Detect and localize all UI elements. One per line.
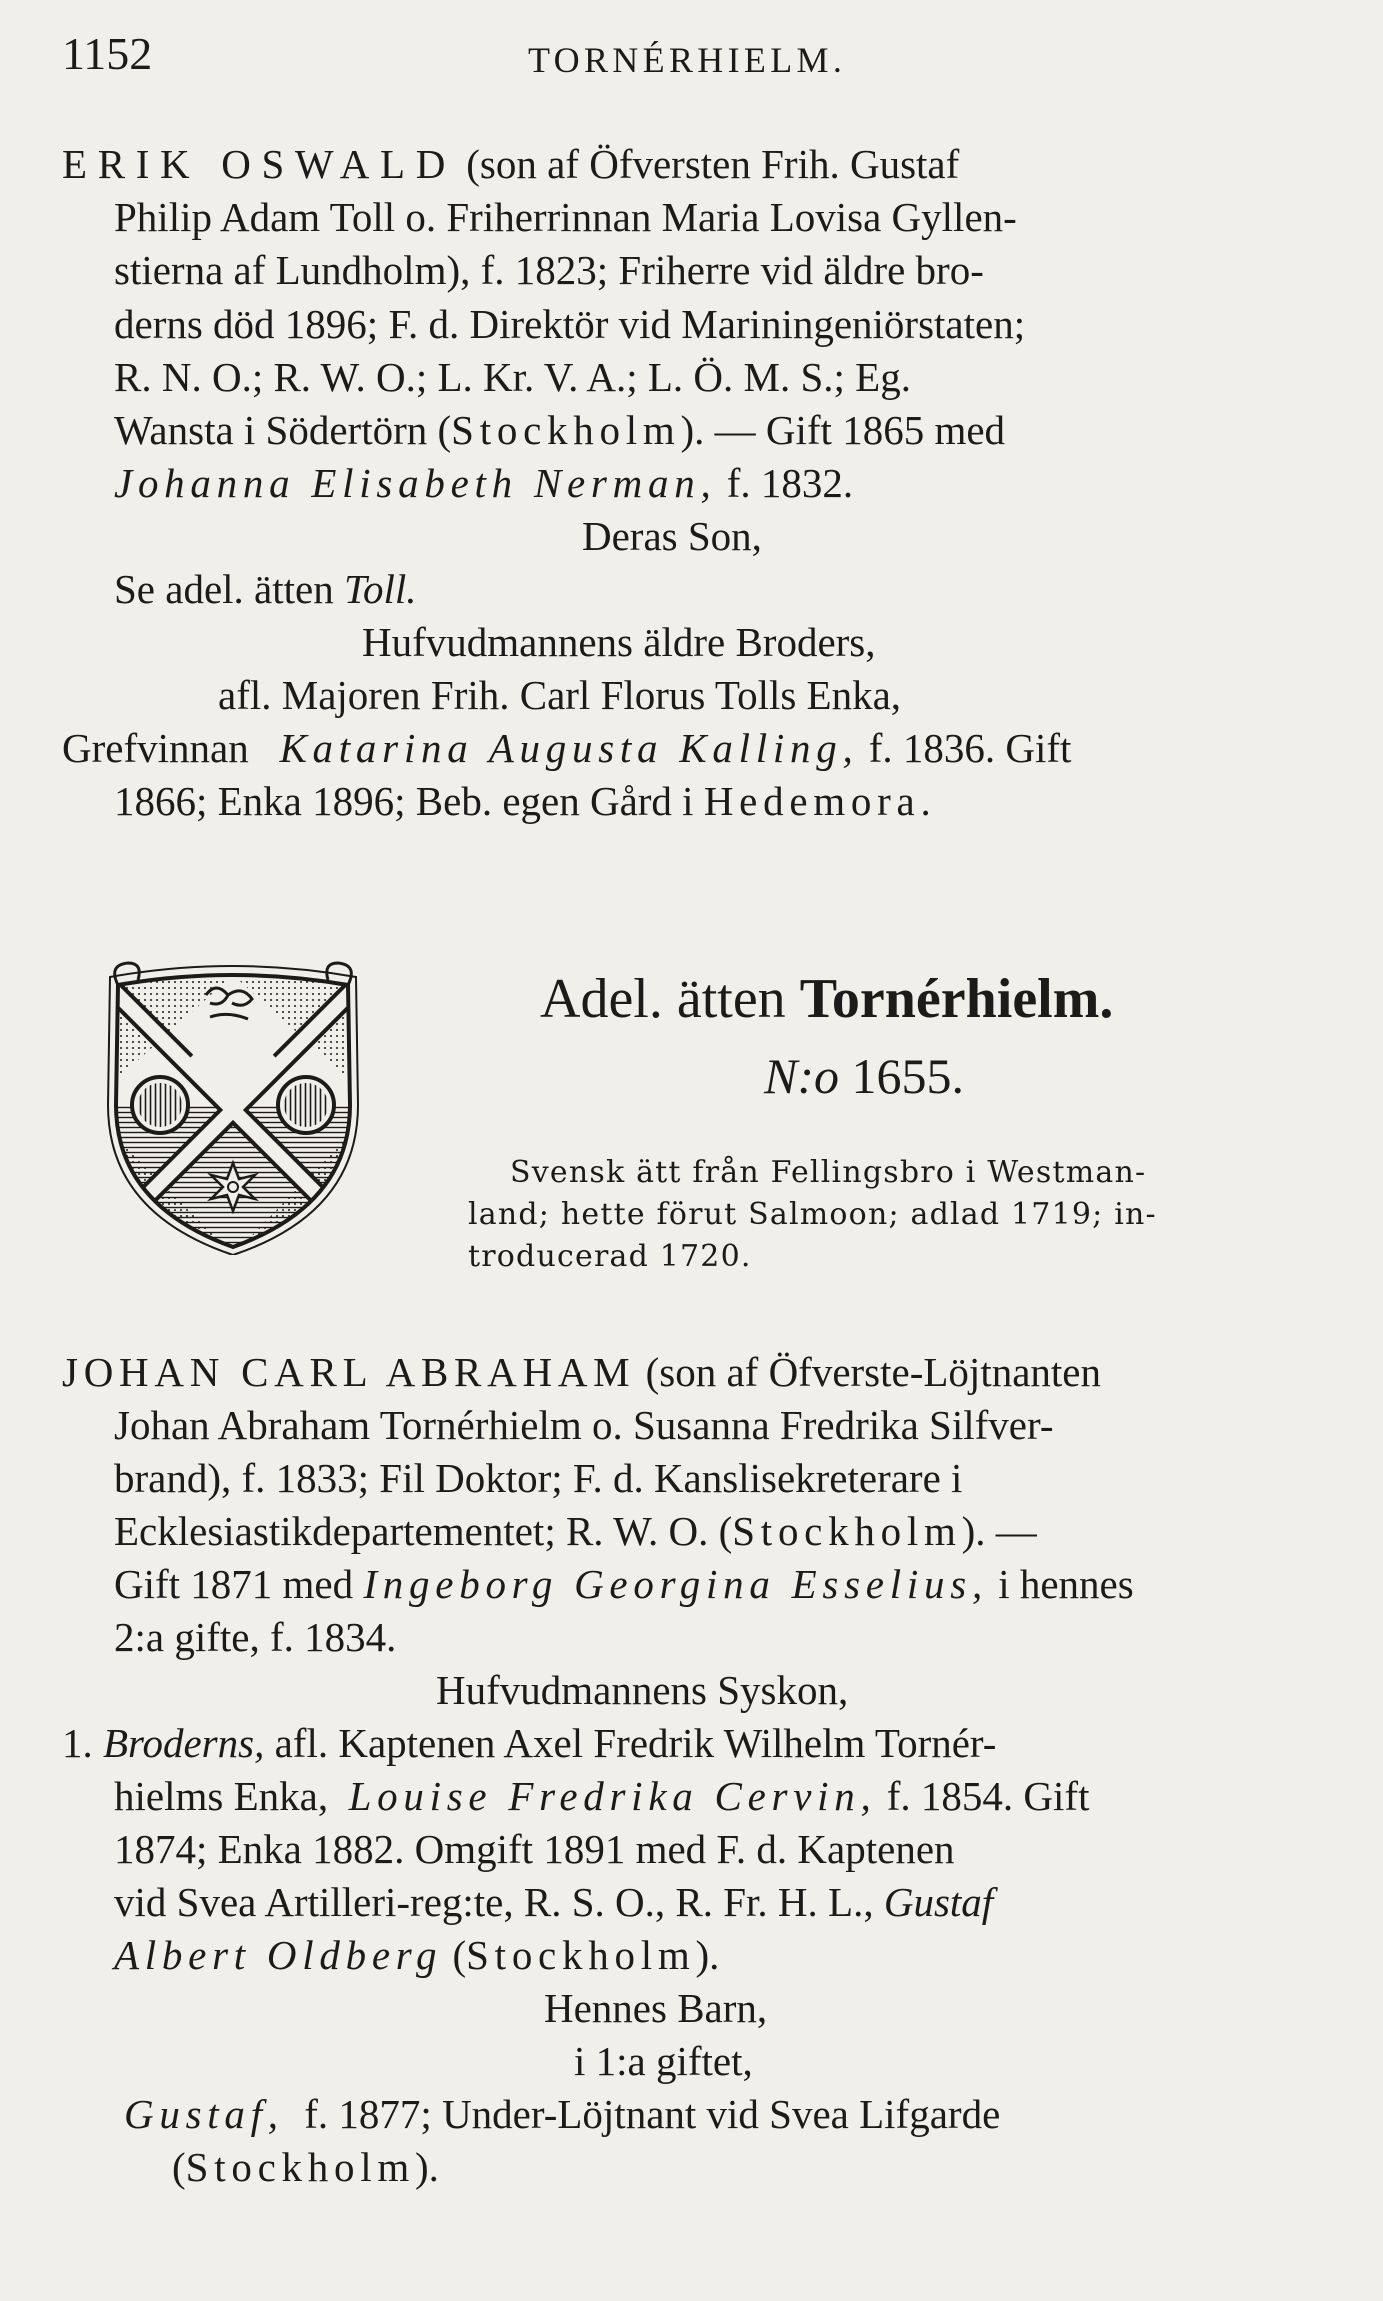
entry1-line2: Philip Adam Toll o. Friherrinnan Maria Lovisa Gyllen- bbox=[114, 194, 1017, 240]
entry1-line10: Hufvudmannens äldre Broders, bbox=[362, 619, 876, 665]
family-heading: Adel. ätten Tornérhielm. bbox=[540, 968, 1114, 1030]
entry1-name: ERIK OSWALD bbox=[62, 141, 456, 187]
entry1-widow: Katarina Augusta Kalling, bbox=[279, 725, 859, 771]
entry2-name: JOHAN CARL ABRAHAM bbox=[62, 1349, 636, 1395]
entry1-line3: stierna af Lundholm), f. 1823; Friherre vid äldre bro- bbox=[114, 247, 984, 293]
entry2-place: Stockholm bbox=[732, 1508, 962, 1554]
entry1-line8: Deras Son, bbox=[582, 513, 762, 559]
entry1-ref: Toll. bbox=[343, 566, 417, 612]
entry1-line4: derns död 1896; F. d. Direktör vid Mariningeniörstaten; bbox=[114, 301, 1026, 347]
family-desc-line2: land; hette förut Salmoon; adlad 1719; in- bbox=[468, 1197, 1157, 1232]
entry2-line1: JOHAN CARL ABRAHAM (son af Öfverste-Löjtnanten bbox=[62, 1349, 1101, 1395]
sibling1-line1: 1. Broderns, afl. Kaptenen Axel Fredrik Wilhelm Tornér- bbox=[62, 1720, 997, 1766]
children-subheading: i 1:a giftet, bbox=[574, 2038, 753, 2084]
family-number: N:o 1655. bbox=[764, 1048, 964, 1104]
entry2-line6: 2:a gifte, f. 1834. bbox=[114, 1614, 397, 1660]
entry1-line7: Johanna Elisabeth Nerman, f. 1832. bbox=[114, 460, 854, 506]
family-desc-line3: troducerad 1720. bbox=[468, 1239, 752, 1274]
entry1-place: Stockholm bbox=[451, 407, 681, 453]
coat-of-arms-icon bbox=[88, 955, 378, 1255]
entry1-line13: 1866; Enka 1896; Beb. egen Gård i Hedemora. bbox=[114, 778, 937, 824]
family-name: Tornérhielm. bbox=[799, 968, 1114, 1030]
entry2-line2: Johan Abraham Tornérhielm o. Susanna Fredrika Silfver- bbox=[114, 1402, 1054, 1448]
entry2-wife: Ingeborg Georgina Esselius, bbox=[363, 1561, 988, 1607]
sibling1-ref: Broderns, bbox=[103, 1720, 265, 1766]
sibling1-line4: vid Svea Artilleri-reg:te, R. S. O., R. Fr. H. L., Gustaf bbox=[114, 1879, 994, 1925]
entry1-line11: afl. Majoren Frih. Carl Florus Tolls Enka, bbox=[218, 672, 902, 718]
entry1-line6: Wansta i Södertörn (Stockholm). — Gift 1865 med bbox=[114, 407, 1006, 453]
sibling1-husband-first: Gustaf bbox=[883, 1879, 994, 1925]
sibling1-widow: Louise Fredrika Cervin, bbox=[348, 1773, 877, 1819]
sibling1-husband-last: Albert Oldberg bbox=[114, 1932, 443, 1978]
entry1-line9: Se adel. ätten Toll. bbox=[114, 566, 417, 612]
running-title: TORNÉRHIELM. bbox=[528, 40, 847, 80]
sibling1-line3: 1874; Enka 1882. Omgift 1891 med F. d. Kaptenen bbox=[114, 1826, 955, 1872]
child1-place: Stockholm bbox=[185, 2144, 415, 2190]
family-desc-line1: Svensk ätt från Fellingsbro i Westman- bbox=[510, 1155, 1147, 1190]
entry1-line5: R. N. O.; R. W. O.; L. Kr. V. A.; L. Ö. M. S.; Eg. bbox=[114, 354, 911, 400]
entry1-wife: Johanna Elisabeth Nerman, bbox=[114, 460, 717, 506]
children-heading: Hennes Barn, bbox=[544, 1985, 768, 2031]
entry1-line12: Grefvinnan Katarina Augusta Kalling, f. 1836. Gift bbox=[62, 725, 1072, 771]
entry2-line4: Ecklesiastikdepartementet; R. W. O. (Stockholm). — bbox=[114, 1508, 1037, 1554]
child1-name: Gustaf, bbox=[124, 2091, 284, 2137]
entry1-residence: Hedemora. bbox=[703, 778, 937, 824]
entry2-line5: Gift 1871 med Ingeborg Georgina Esselius, i hennes bbox=[114, 1561, 1134, 1607]
child1-line1: Gustaf, f. 1877; Under-Löjtnant vid Svea Lifgarde bbox=[124, 2091, 1001, 2137]
child1-line2: (Stockholm). bbox=[172, 2144, 439, 2190]
sibling1-line2: hielms Enka, Louise Fredrika Cervin, f. 1854. Gift bbox=[114, 1773, 1090, 1819]
sibling1-line5: Albert Oldberg (Stockholm). bbox=[114, 1932, 720, 1978]
sibling1-place: Stockholm bbox=[466, 1932, 696, 1978]
entry1-line1: ERIK OSWALD (son af Öfversten Frih. Gustaf bbox=[62, 141, 960, 187]
siblings-heading: Hufvudmannens Syskon, bbox=[436, 1667, 849, 1713]
entry2-line3: brand), f. 1833; Fil Doktor; F. d. Kanslisekreterare i bbox=[114, 1455, 963, 1501]
page-number: 1152 bbox=[62, 28, 153, 79]
